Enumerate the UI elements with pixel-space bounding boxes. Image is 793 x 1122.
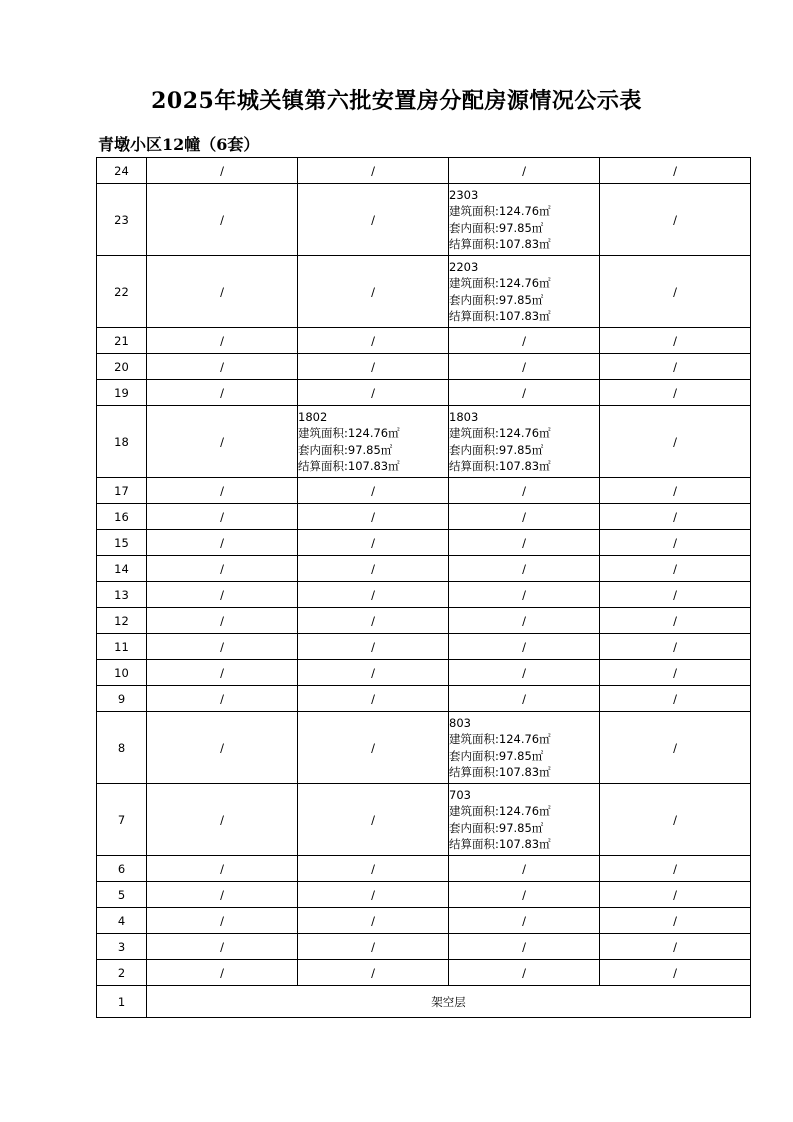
inner-area: 套内面积:97.85㎡	[449, 292, 544, 307]
empty-cell: /	[147, 256, 298, 328]
page-title: 2025年城关镇第六批安置房分配房源情况公示表	[151, 88, 642, 114]
floor-number: 17	[97, 478, 147, 504]
empty-cell: /	[147, 712, 298, 784]
empty-cell: /	[298, 882, 449, 908]
stilt-floor-label: 架空层	[147, 986, 751, 1018]
empty-cell: /	[147, 784, 298, 856]
empty-cell: /	[600, 934, 751, 960]
empty-cell: /	[147, 660, 298, 686]
empty-cell: /	[147, 556, 298, 582]
unit-cell	[298, 406, 449, 478]
empty-cell: /	[600, 158, 751, 184]
settlement-area: 结算面积:107.83㎡	[449, 765, 551, 779]
floor-number: 15	[97, 530, 147, 556]
empty-cell: /	[600, 686, 751, 712]
table-row	[97, 634, 751, 660]
building-area: 建筑面积:124.76㎡	[298, 426, 400, 440]
empty-cell: /	[449, 908, 600, 934]
empty-cell: /	[600, 856, 751, 882]
empty-cell: /	[298, 908, 449, 934]
empty-cell: /	[298, 354, 449, 380]
table-row	[97, 158, 751, 184]
empty-cell: /	[600, 354, 751, 380]
empty-cell: /	[147, 158, 298, 184]
table-row	[97, 934, 751, 960]
empty-cell: /	[600, 712, 751, 784]
empty-cell: /	[449, 634, 600, 660]
empty-cell: /	[298, 784, 449, 856]
empty-cell: /	[147, 478, 298, 504]
empty-cell: /	[298, 256, 449, 328]
building-area: 建筑面积:124.76㎡	[449, 426, 551, 440]
unit-number: 2303	[449, 187, 479, 202]
floor-number: 24	[97, 158, 147, 184]
empty-cell: /	[449, 504, 600, 530]
empty-cell: /	[600, 660, 751, 686]
empty-cell: /	[147, 380, 298, 406]
floor-number: 1	[97, 986, 147, 1018]
floor-number: 6	[97, 856, 147, 882]
table-row	[97, 478, 751, 504]
floor-number: 20	[97, 354, 147, 380]
unit-cell	[449, 184, 600, 256]
empty-cell: /	[449, 354, 600, 380]
empty-cell: /	[449, 882, 600, 908]
floor-number: 13	[97, 582, 147, 608]
floor-number: 14	[97, 556, 147, 582]
empty-cell: /	[147, 856, 298, 882]
empty-cell: /	[298, 582, 449, 608]
table-body	[97, 158, 751, 1018]
table-row	[97, 354, 751, 380]
empty-cell: /	[449, 556, 600, 582]
table-row	[97, 184, 751, 256]
floor-number: 11	[97, 634, 147, 660]
building-area: 建筑面积:124.76㎡	[449, 276, 551, 290]
settlement-area: 结算面积:107.83㎡	[298, 459, 400, 473]
empty-cell: /	[449, 934, 600, 960]
floor-number: 16	[97, 504, 147, 530]
unit-number: 2203	[449, 259, 479, 274]
floor-number: 3	[97, 934, 147, 960]
floor-number: 18	[97, 406, 147, 478]
floor-number: 10	[97, 660, 147, 686]
table-row	[97, 608, 751, 634]
empty-cell: /	[298, 660, 449, 686]
table-row	[97, 686, 751, 712]
settlement-area: 结算面积:107.83㎡	[449, 309, 551, 323]
empty-cell: /	[147, 634, 298, 660]
empty-cell: /	[449, 328, 600, 354]
table-row	[97, 530, 751, 556]
table-row	[97, 256, 751, 328]
empty-cell: /	[600, 556, 751, 582]
empty-cell: /	[600, 784, 751, 856]
empty-cell: /	[147, 608, 298, 634]
empty-cell: /	[600, 256, 751, 328]
empty-cell: /	[600, 908, 751, 934]
settlement-area: 结算面积:107.83㎡	[449, 837, 551, 851]
empty-cell: /	[449, 856, 600, 882]
unit-number: 1802	[298, 409, 328, 424]
empty-cell: /	[298, 380, 449, 406]
unit-cell	[449, 256, 600, 328]
empty-cell: /	[298, 158, 449, 184]
empty-cell: /	[298, 712, 449, 784]
empty-cell: /	[147, 582, 298, 608]
empty-cell: /	[600, 478, 751, 504]
empty-cell: /	[600, 504, 751, 530]
floor-number: 9	[97, 686, 147, 712]
empty-cell: /	[600, 634, 751, 660]
floor-number: 12	[97, 608, 147, 634]
unit-number: 803	[449, 715, 471, 730]
empty-cell: /	[298, 608, 449, 634]
empty-cell: /	[600, 184, 751, 256]
table-row	[97, 712, 751, 784]
empty-cell: /	[600, 882, 751, 908]
empty-cell: /	[449, 530, 600, 556]
empty-cell: /	[449, 686, 600, 712]
table-row	[97, 556, 751, 582]
floor-number: 21	[97, 328, 147, 354]
empty-cell: /	[298, 328, 449, 354]
empty-cell: /	[147, 328, 298, 354]
table-row	[97, 882, 751, 908]
table-row-ground-floor	[97, 986, 751, 1018]
table-row	[97, 784, 751, 856]
empty-cell: /	[298, 634, 449, 660]
inner-area: 套内面积:97.85㎡	[449, 820, 544, 835]
empty-cell: /	[449, 582, 600, 608]
empty-cell: /	[147, 354, 298, 380]
building-area: 建筑面积:124.76㎡	[449, 732, 551, 746]
empty-cell: /	[298, 856, 449, 882]
empty-cell: /	[298, 184, 449, 256]
empty-cell: /	[600, 380, 751, 406]
table-row	[97, 856, 751, 882]
table-row	[97, 504, 751, 530]
inner-area: 套内面积:97.85㎡	[449, 220, 544, 235]
table-row	[97, 660, 751, 686]
empty-cell: /	[600, 406, 751, 478]
unit-number: 703	[449, 787, 471, 802]
empty-cell: /	[298, 530, 449, 556]
empty-cell: /	[449, 660, 600, 686]
empty-cell: /	[600, 328, 751, 354]
unit-cell	[449, 784, 600, 856]
empty-cell: /	[147, 530, 298, 556]
settlement-area: 结算面积:107.83㎡	[449, 459, 551, 473]
unit-cell	[449, 406, 600, 478]
floor-number: 2	[97, 960, 147, 986]
empty-cell: /	[449, 478, 600, 504]
empty-cell: /	[298, 934, 449, 960]
empty-cell: /	[147, 504, 298, 530]
empty-cell: /	[147, 882, 298, 908]
inner-area: 套内面积:97.85㎡	[449, 748, 544, 763]
empty-cell: /	[449, 380, 600, 406]
floor-number: 23	[97, 184, 147, 256]
empty-cell: /	[147, 960, 298, 986]
empty-cell: /	[600, 608, 751, 634]
empty-cell: /	[298, 686, 449, 712]
floor-number: 5	[97, 882, 147, 908]
table-row	[97, 908, 751, 934]
empty-cell: /	[449, 158, 600, 184]
table-row	[97, 328, 751, 354]
empty-cell: /	[449, 960, 600, 986]
settlement-area: 结算面积:107.83㎡	[449, 237, 551, 251]
unit-number: 1803	[449, 409, 479, 424]
table-row	[97, 380, 751, 406]
empty-cell: /	[147, 686, 298, 712]
inner-area: 套内面积:97.85㎡	[298, 442, 393, 457]
floor-number: 8	[97, 712, 147, 784]
empty-cell: /	[600, 960, 751, 986]
empty-cell: /	[298, 556, 449, 582]
floor-number: 4	[97, 908, 147, 934]
building-subtitle: 青墩小区12幢（6套）	[98, 135, 260, 154]
empty-cell: /	[147, 908, 298, 934]
empty-cell: /	[147, 184, 298, 256]
unit-cell	[449, 712, 600, 784]
empty-cell: /	[600, 582, 751, 608]
floor-number: 22	[97, 256, 147, 328]
inner-area: 套内面积:97.85㎡	[449, 442, 544, 457]
empty-cell: /	[449, 608, 600, 634]
table-row	[97, 582, 751, 608]
floor-number: 7	[97, 784, 147, 856]
building-area: 建筑面积:124.76㎡	[449, 804, 551, 818]
empty-cell: /	[298, 504, 449, 530]
empty-cell: /	[298, 478, 449, 504]
building-area: 建筑面积:124.76㎡	[449, 204, 551, 218]
empty-cell: /	[147, 934, 298, 960]
housing-allocation-table	[96, 157, 751, 1018]
empty-cell: /	[147, 406, 298, 478]
empty-cell: /	[600, 530, 751, 556]
floor-number: 19	[97, 380, 147, 406]
empty-cell: /	[298, 960, 449, 986]
table-row	[97, 960, 751, 986]
table-row	[97, 406, 751, 478]
